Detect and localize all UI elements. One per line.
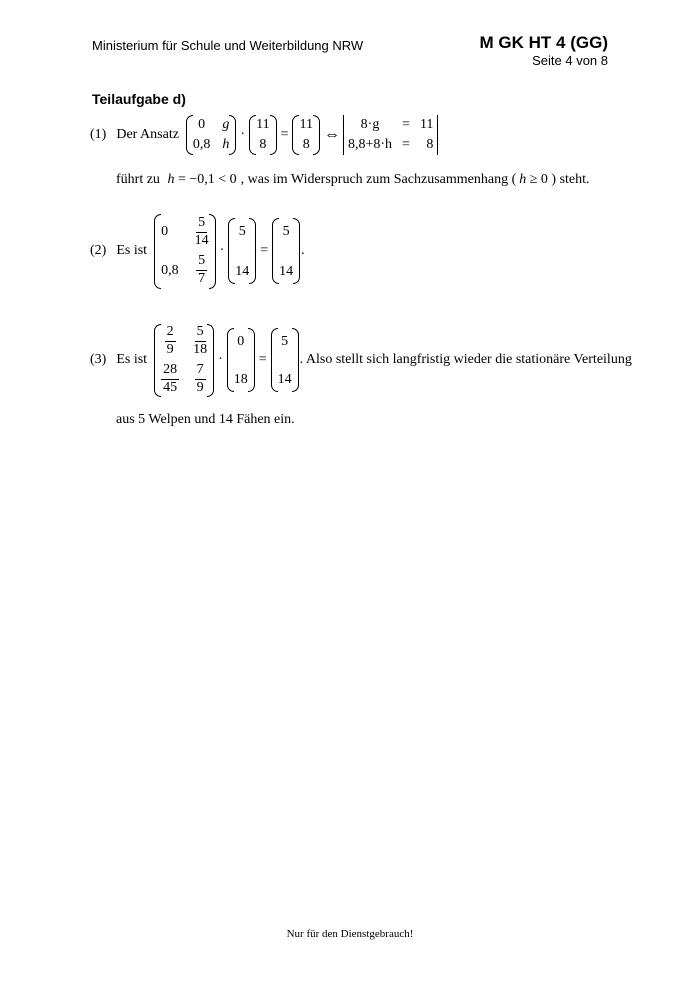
numerator: 28 xyxy=(161,363,179,380)
part3-vector xyxy=(227,328,255,392)
system-lhs: 8·g xyxy=(360,117,380,132)
denominator: 7 xyxy=(198,271,206,287)
numerator: 5 xyxy=(196,216,207,233)
matrix-fraction xyxy=(161,363,179,395)
matrix-fraction xyxy=(195,216,209,248)
matrix-cell: 0 xyxy=(198,117,206,132)
equals-sign: = xyxy=(258,352,267,368)
equivalence-arrow: ⇔ xyxy=(323,126,340,143)
page-number: Seite 4 von 8 xyxy=(532,53,608,68)
matrix-fraction xyxy=(193,325,207,357)
dot-operator: · xyxy=(218,352,223,368)
matrix-fraction xyxy=(165,325,176,357)
footer-note: Nur für den Dienstgebrauch! xyxy=(286,928,414,940)
part1-result-vector xyxy=(292,115,319,155)
part1-conclusion xyxy=(116,172,590,188)
matrix-cell: 0,8 xyxy=(161,262,179,278)
text-segment: ) steht. xyxy=(551,172,590,187)
matrix-fraction xyxy=(195,363,206,395)
part3-result-vector xyxy=(271,328,299,392)
vector-cell: 14 xyxy=(277,372,292,388)
dot-operator: · xyxy=(219,243,225,259)
denominator: 9 xyxy=(166,341,174,357)
vector-cell: 5 xyxy=(281,334,289,350)
vector-cell: 0 xyxy=(237,334,245,350)
denominator: 14 xyxy=(194,232,209,248)
system-rhs: 8 xyxy=(426,137,434,152)
variable-h: h xyxy=(167,172,175,187)
part3-lead: Es ist xyxy=(116,352,148,368)
condition: ≥ 0 xyxy=(529,172,548,187)
dot-operator: · xyxy=(240,127,246,142)
part2-vector xyxy=(228,218,256,284)
vector-cell: 5 xyxy=(282,224,290,240)
denominator: 18 xyxy=(193,341,208,357)
system-lhs: 8,8+8·h xyxy=(347,137,393,152)
numerator: 2 xyxy=(165,325,176,342)
part2-number: (2) xyxy=(90,243,107,259)
numerator: 7 xyxy=(195,363,206,380)
system-rhs: 11 xyxy=(419,117,434,132)
part1-lead: Der Ansatz xyxy=(116,127,179,142)
matrix-cell: g xyxy=(222,117,230,132)
denominator: 9 xyxy=(196,380,204,396)
text-segment: , was im Widerspruch zum Sachzusammenhang ( xyxy=(240,172,517,187)
system-eq: = xyxy=(402,117,410,132)
part3-conclusion: aus 5 Welpen und 14 Fähen ein. xyxy=(116,412,295,427)
matrix-fraction xyxy=(196,254,207,286)
numerator: 5 xyxy=(196,254,207,271)
part3-text: . Also stellt sich langfristig wieder die stationäre Verteilung xyxy=(299,352,632,368)
equals-sign: = xyxy=(260,243,269,259)
text-segment: führt zu xyxy=(116,172,160,187)
vector-cell: 11 xyxy=(299,117,313,132)
part1-matrix xyxy=(186,115,237,155)
part2-matrix xyxy=(154,214,216,289)
vector-cell: 14 xyxy=(235,264,250,280)
part1-number: (1) xyxy=(90,127,107,142)
part3-equation xyxy=(90,324,632,397)
system-eq: = xyxy=(402,137,410,152)
vector-cell: 5 xyxy=(238,224,246,240)
period: . xyxy=(301,243,305,259)
section-title: Teilaufgabe d) xyxy=(92,91,186,107)
part2-equation xyxy=(90,214,305,289)
vector-cell: 8 xyxy=(259,137,267,152)
equation-system xyxy=(343,115,438,155)
part3-number: (3) xyxy=(90,352,107,368)
matrix-cell: 0,8 xyxy=(192,137,211,152)
part2-lead: Es ist xyxy=(116,243,148,259)
part3-matrix xyxy=(154,324,214,397)
condition: = −0,1 < 0 xyxy=(177,172,237,187)
numerator: 5 xyxy=(195,325,206,342)
denominator: 45 xyxy=(163,380,178,396)
variable-h: h xyxy=(519,172,527,187)
equals-sign: = xyxy=(280,127,289,142)
matrix-cell: h xyxy=(222,137,230,152)
vector-cell: 18 xyxy=(233,372,248,388)
vector-cell: 14 xyxy=(279,264,294,280)
part1-vector xyxy=(249,115,276,155)
vector-cell: 11 xyxy=(256,117,270,132)
ministry-name: Ministerium für Schule und Weiterbildung NRW xyxy=(92,38,364,53)
part2-result-vector xyxy=(272,218,300,284)
vector-cell: 8 xyxy=(302,137,310,152)
matrix-cell: 0 xyxy=(161,224,169,240)
part1-equation xyxy=(90,115,438,155)
exam-code: M GK HT 4 (GG) xyxy=(479,33,608,52)
